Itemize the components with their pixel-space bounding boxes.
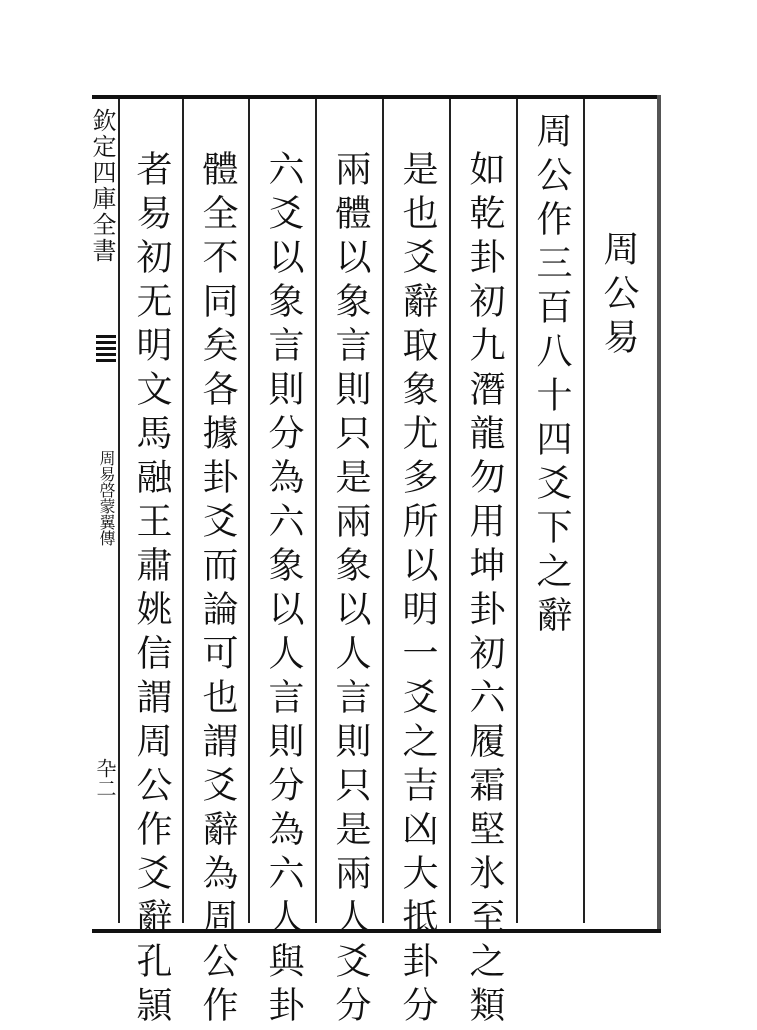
book-title: 欽定四庫全書 xyxy=(88,108,116,264)
column-rule xyxy=(248,99,250,923)
column-rule xyxy=(182,99,184,923)
heading-column: 周公易 xyxy=(598,230,639,362)
fish-tail-mark xyxy=(96,335,116,363)
text-column-6: 體全不同矣各據卦爻而論可也謂爻辭為周公作 xyxy=(197,150,238,1030)
text-column-5: 六爻以象言則分為六象以人言則分為六人與卦 xyxy=(263,150,304,1030)
column-rule xyxy=(516,99,518,923)
column-rule xyxy=(315,99,317,923)
scan-edge xyxy=(657,95,661,929)
text-column-1: 周公作三百八十四爻下之辭 xyxy=(531,112,572,640)
column-rule xyxy=(583,99,585,923)
page-number: 卆二 xyxy=(93,758,117,798)
section-title: 周易啓蒙翼傳 xyxy=(97,450,116,546)
text-column-2: 如乾卦初九潛龍勿用坤卦初六履霜堅氷至之類 xyxy=(464,150,505,1030)
text-column-3: 是也爻辭取象尤多所以明一爻之吉凶大抵卦分 xyxy=(397,150,438,1030)
text-column-4: 兩體以象言則只是兩象以人言則只是兩人爻分 xyxy=(330,150,371,1030)
column-rule xyxy=(449,99,451,923)
page-frame xyxy=(88,95,661,933)
text-column-7: 者易初无明文馬融王肅姚信謂周公作爻辭孔頴 xyxy=(131,150,172,1030)
column-rule xyxy=(382,99,384,923)
